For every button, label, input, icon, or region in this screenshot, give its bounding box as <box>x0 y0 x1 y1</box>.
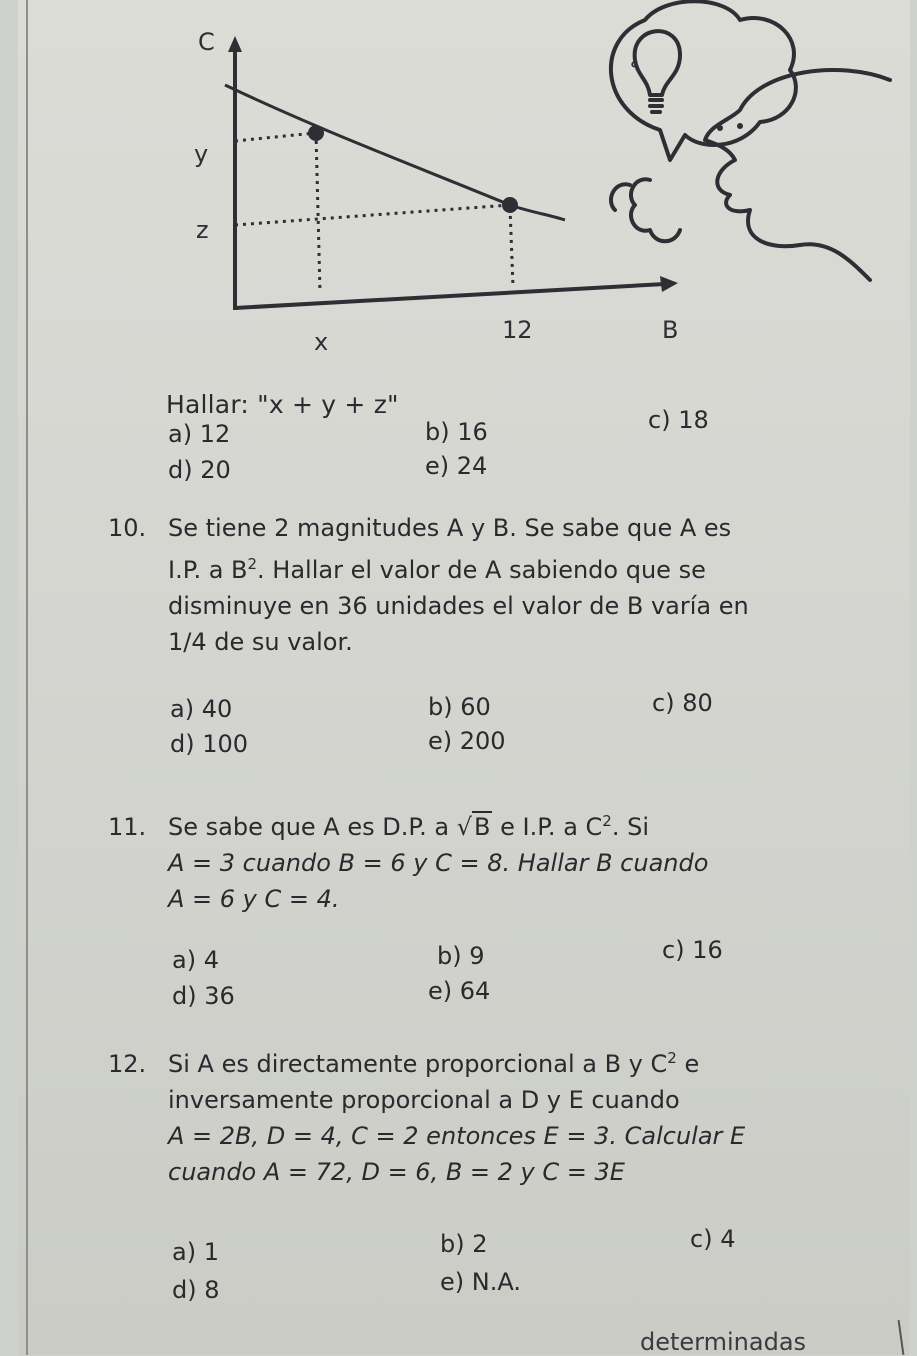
eye-dot <box>737 123 743 129</box>
page-fold-line <box>26 0 28 1355</box>
z-tick-label: z <box>196 216 209 244</box>
q10-number: 10. <box>108 514 147 542</box>
q11-option-e[interactable]: e) 64 <box>428 977 491 1005</box>
q10-option-a[interactable]: a) 40 <box>170 695 233 723</box>
x-guide-line <box>316 133 320 292</box>
q12-line-1a: Si A es directamente proporcional a B y C <box>168 1050 668 1078</box>
point-x-y <box>308 125 324 141</box>
q12-option-c[interactable]: c) 4 <box>690 1225 736 1253</box>
y-axis-arrow-icon <box>228 36 242 52</box>
q11-option-c[interactable]: c) 16 <box>662 936 723 964</box>
q9-option-e[interactable]: e) 24 <box>425 452 488 480</box>
q10-option-e[interactable]: e) 200 <box>428 727 506 755</box>
q10-line-3: disminuye en 36 unidades el valor de B varía en <box>168 592 749 620</box>
c-axis-label: C <box>198 28 215 56</box>
hand-icon <box>631 179 680 241</box>
q10-line-2b: . Hallar el valor de A sabiendo que se <box>257 556 706 584</box>
question-10 <box>108 510 828 660</box>
q10-line-1: Se tiene 2 magnitudes A y B. Se sabe que A es <box>168 514 732 542</box>
point-12-z <box>502 197 518 213</box>
q9-option-a[interactable]: a) 12 <box>168 420 231 448</box>
question-12 <box>108 1040 828 1190</box>
q11-option-d[interactable]: d) 36 <box>172 982 235 1010</box>
q11-line-1c: . Si <box>611 813 650 841</box>
q11-line-1a: Se sabe que A es D.P. a <box>168 813 457 841</box>
q12-option-d[interactable]: d) 8 <box>172 1276 220 1304</box>
q12-line-2: inversamente proporcional a D y E cuando <box>168 1086 680 1114</box>
q10-option-d[interactable]: d) 100 <box>170 730 249 758</box>
b-axis-label: B <box>662 316 679 344</box>
q10-option-c[interactable]: c) 80 <box>652 689 713 717</box>
q10-option-b[interactable]: b) 60 <box>428 693 491 721</box>
q12-line-3: A = 2B, D = 4, C = 2 entonces E = 3. Calcular E <box>168 1122 746 1150</box>
q11-line-3: A = 6 y C = 4. <box>168 885 340 913</box>
q11-exponent: 2 <box>602 812 612 830</box>
q12-exponent: 2 <box>667 1049 677 1067</box>
q11-line-1b: e I.P. a C <box>492 813 603 841</box>
q9-option-b[interactable]: b) 16 <box>425 418 488 446</box>
thought-cloud-icon <box>611 1 796 160</box>
q10-line-4: 1/4 de su valor. <box>168 628 353 656</box>
z-guide-line <box>235 205 510 225</box>
q12-line-1b: e <box>676 1050 700 1078</box>
question-11: 11. Se sabe que A es D.P. a √B e I.P. a $C^2$. Si A = 3 cuando B = 6 y C = 8. Hallar B cuando A = 6 y C = 4. <box>108 803 828 917</box>
y-tick-label: y <box>194 140 209 168</box>
q12-number: 12. <box>108 1050 147 1078</box>
y-guide-line <box>235 133 315 141</box>
cut-off-footer-text: determinadas <box>640 1328 807 1356</box>
q11-number: 11. <box>108 813 147 841</box>
q12-line-4: cuando A = 72, D = 6, B = 2 y C = 3E <box>168 1158 625 1186</box>
thinking-face-illustration <box>590 0 900 320</box>
x-tick-label: x <box>314 328 329 356</box>
face-profile-icon <box>705 70 890 280</box>
q12-option-a[interactable]: a) 1 <box>172 1238 219 1266</box>
q10-exponent: 2 <box>247 555 258 573</box>
q11-option-a[interactable]: a) 4 <box>172 946 219 974</box>
q9-option-d[interactable]: d) 20 <box>168 456 231 484</box>
q11-sqrt-b: B <box>474 813 491 841</box>
q11-option-b[interactable]: b) 9 <box>437 942 485 970</box>
q12-option-e[interactable]: e) N.A. <box>440 1268 521 1296</box>
q10-line-2a: I.P. a B <box>168 556 248 584</box>
q12-option-b[interactable]: b) 2 <box>440 1230 488 1258</box>
q11-line-2: A = 3 cuando B = 6 y C = 8. Hallar B cuando <box>168 849 709 877</box>
q9-option-c[interactable]: c) 18 <box>648 406 709 434</box>
lightbulb-icon <box>635 31 680 95</box>
lightbulb-symbol-icon: ¿ <box>630 48 640 69</box>
eye-dot <box>717 125 723 131</box>
twelve-guide-line <box>510 208 513 286</box>
q9-prompt: Hallar: "x + y + z" <box>166 390 399 419</box>
twelve-tick-label: 12 <box>502 316 533 344</box>
